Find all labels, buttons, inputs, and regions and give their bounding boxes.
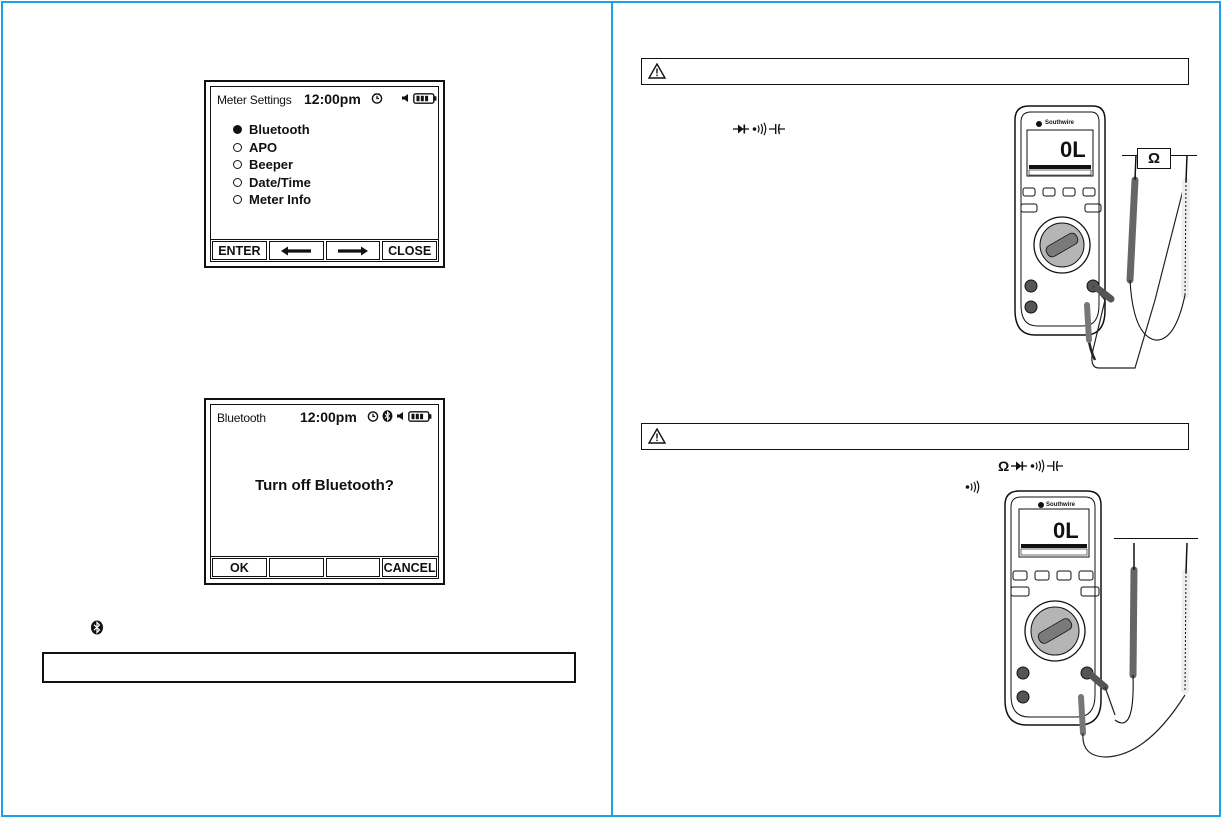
capacitor-icon bbox=[769, 123, 785, 135]
ok-softkey[interactable]: OK bbox=[212, 558, 267, 577]
page-divider bbox=[611, 2, 613, 817]
ohm-icon: Ω bbox=[998, 458, 1010, 474]
menu-item-label: APO bbox=[249, 139, 278, 155]
cancel-softkey[interactable]: CANCEL bbox=[382, 558, 437, 577]
warning-bar bbox=[641, 423, 1189, 450]
menu-item-label: Meter Info bbox=[249, 192, 312, 208]
menu-item-apo[interactable] bbox=[233, 139, 311, 157]
continuity-icon bbox=[964, 480, 980, 494]
screen-title: Meter Settings bbox=[217, 93, 292, 107]
continuity-icon bbox=[751, 122, 767, 136]
clock-time: 12:00pm bbox=[300, 409, 357, 425]
warning-icon bbox=[648, 63, 666, 79]
radio-icon bbox=[233, 160, 242, 169]
arrow-right-icon bbox=[337, 246, 369, 256]
softkey-bar bbox=[211, 239, 438, 261]
note-box bbox=[42, 652, 576, 683]
menu-item-label: Bluetooth bbox=[249, 122, 310, 138]
blank-softkey[interactable] bbox=[326, 558, 381, 577]
clock-icon bbox=[371, 92, 383, 104]
speaker-icon bbox=[396, 411, 405, 421]
bluetooth-icon bbox=[90, 620, 104, 635]
menu-item-beeper[interactable] bbox=[233, 156, 311, 174]
battery-icon bbox=[413, 93, 437, 104]
function-symbols bbox=[998, 458, 1063, 474]
screen-frame bbox=[210, 86, 439, 262]
diode-icon bbox=[1011, 460, 1027, 472]
multimeter-illustration-2 bbox=[997, 485, 1217, 765]
settings-menu bbox=[233, 121, 311, 209]
meter-display-reading: 0L bbox=[1060, 137, 1086, 162]
menu-item-bluetooth[interactable] bbox=[233, 121, 311, 139]
close-softkey[interactable]: CLOSE bbox=[382, 241, 437, 260]
menu-item-meter-info[interactable] bbox=[233, 191, 311, 209]
ohm-range-label: Ω bbox=[1137, 148, 1171, 169]
radio-icon bbox=[233, 178, 242, 187]
function-symbols bbox=[733, 122, 785, 136]
arrow-left-icon bbox=[280, 246, 312, 256]
left-arrow-softkey[interactable] bbox=[269, 241, 324, 260]
clock-time: 12:00pm bbox=[304, 91, 361, 107]
multimeter-illustration-1 bbox=[1005, 100, 1220, 375]
menu-item-label: Date/Time bbox=[249, 174, 311, 190]
capacitor-icon bbox=[1047, 460, 1063, 472]
radio-icon bbox=[233, 195, 242, 204]
meter-brand-label: Southwire bbox=[1045, 120, 1075, 126]
radio-icon bbox=[233, 143, 242, 152]
screen-title: Bluetooth bbox=[217, 411, 266, 425]
enter-softkey[interactable]: ENTER bbox=[212, 241, 267, 260]
screen-frame bbox=[210, 404, 439, 579]
meter-display-reading: 0L bbox=[1053, 518, 1079, 543]
diode-icon bbox=[733, 123, 749, 135]
menu-item-date-time[interactable] bbox=[233, 174, 311, 192]
continuity-icon bbox=[1029, 459, 1045, 473]
softkey-bar bbox=[211, 556, 438, 578]
warning-icon bbox=[648, 428, 666, 444]
bluetooth-icon bbox=[382, 410, 393, 422]
clock-icon bbox=[367, 410, 379, 422]
radio-selected-icon bbox=[233, 125, 242, 134]
meter-settings-screen bbox=[204, 80, 445, 268]
bluetooth-screen bbox=[204, 398, 445, 585]
meter-brand-label: Southwire bbox=[1046, 502, 1076, 508]
probe-pointer-line bbox=[1114, 538, 1198, 539]
confirm-prompt: Turn off Bluetooth? bbox=[255, 477, 394, 494]
battery-icon bbox=[408, 411, 432, 422]
speaker-icon bbox=[401, 93, 410, 103]
status-icons bbox=[367, 410, 432, 422]
status-icons bbox=[371, 92, 437, 104]
right-arrow-softkey[interactable] bbox=[326, 241, 381, 260]
warning-bar bbox=[641, 58, 1189, 85]
menu-item-label: Beeper bbox=[249, 157, 294, 173]
blank-softkey[interactable] bbox=[269, 558, 324, 577]
